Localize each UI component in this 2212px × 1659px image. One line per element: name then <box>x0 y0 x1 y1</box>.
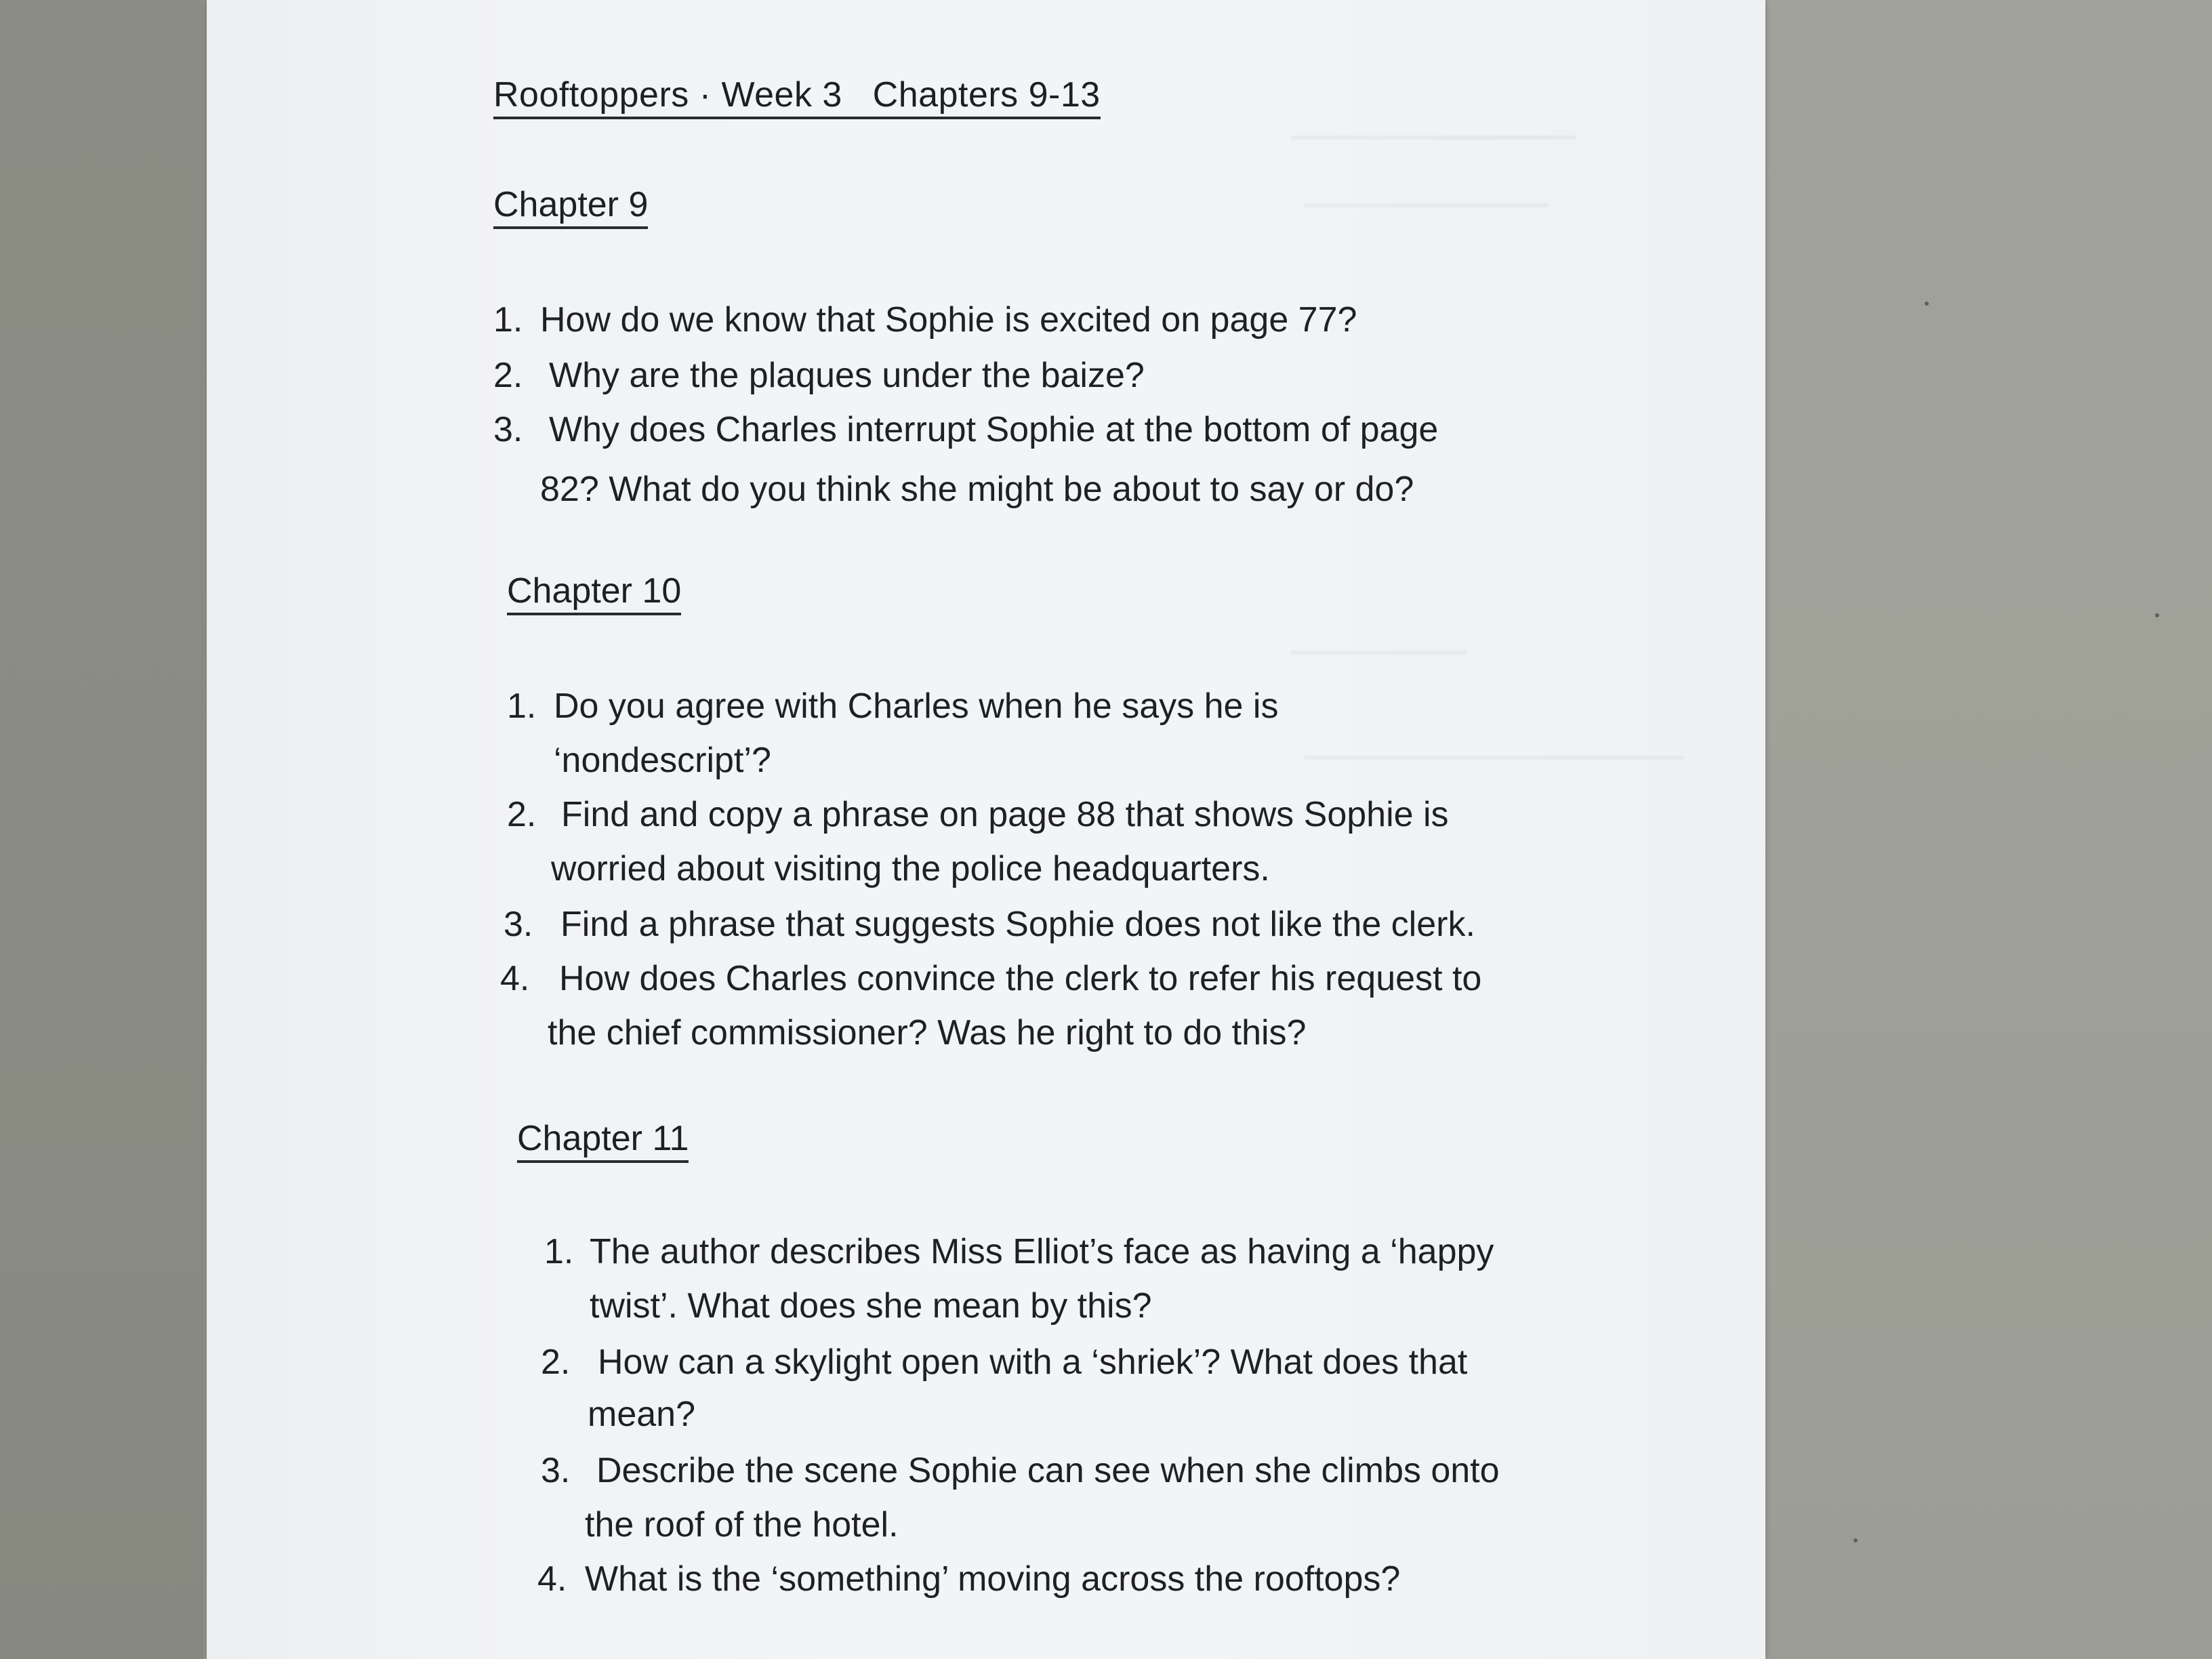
question-text-line: the roof of the hotel. <box>585 1505 899 1544</box>
question-text-line: What is the ‘something’ moving across the rooftops? <box>585 1559 1401 1599</box>
question-number: 3. <box>541 1451 571 1490</box>
bleed-through-mark <box>1291 651 1467 679</box>
chapter-heading: Chapter 9 <box>493 183 648 229</box>
bleed-through-mark <box>1305 203 1549 232</box>
question-text-line: Why are the plaques under the baize? <box>549 356 1145 395</box>
bleed-through-mark <box>1305 756 1684 784</box>
question-text-line: How can a skylight open with a ‘shriek’? What does that <box>598 1343 1468 1382</box>
question-number: 2. <box>493 356 523 395</box>
question-number: 2. <box>507 795 537 834</box>
question-text-line: worried about visiting the police headquarters. <box>551 849 1270 888</box>
question-number: 4. <box>500 959 530 998</box>
question-text-line: ‘nondescript’? <box>554 741 771 780</box>
question-text-line: mean? <box>588 1395 695 1434</box>
question-text-line: How does Charles convince the clerk to refer his request to <box>559 959 1482 998</box>
question-text-line: twist’. What does she mean by this? <box>590 1286 1152 1326</box>
chapter-heading: Chapter 11 <box>517 1117 689 1163</box>
chapter-heading: Chapter 10 <box>507 569 681 615</box>
question-text-line: Describe the scene Sophie can see when she climbs onto <box>596 1451 1500 1490</box>
question-text-line: Find a phrase that suggests Sophie does not like the clerk. <box>560 905 1475 944</box>
desk-surface-left <box>0 0 203 1659</box>
desk-surface-right <box>1762 0 2212 1659</box>
question-number: 1. <box>493 300 523 340</box>
bleed-through-mark <box>1291 136 1576 164</box>
question-text-line: How do we know that Sophie is excited on page 77? <box>540 300 1357 340</box>
worksheet-title: Rooftoppers · Week 3 Chapters 9-13 <box>493 73 1101 119</box>
question-number: 2. <box>541 1343 571 1382</box>
question-number: 3. <box>504 905 533 944</box>
desk-speck <box>1853 1538 1858 1542</box>
question-number: 3. <box>493 410 523 449</box>
question-text-line: the chief commissioner? Was he right to do this? <box>548 1013 1307 1052</box>
question-number: 4. <box>537 1559 567 1599</box>
desk-speck <box>2155 613 2159 617</box>
desk-speck <box>1925 302 1929 306</box>
question-text-line: The author describes Miss Elliot’s face as having a ‘happy <box>590 1232 1494 1271</box>
question-text-line: Find and copy a phrase on page 88 that shows Sophie is <box>561 795 1449 834</box>
question-text-line: 82? What do you think she might be about to say or do? <box>540 470 1414 509</box>
question-number: 1. <box>507 687 537 726</box>
question-text-line: Do you agree with Charles when he says he is <box>554 687 1279 726</box>
question-number: 1. <box>544 1232 574 1271</box>
question-text-line: Why does Charles interrupt Sophie at the bottom of page <box>549 410 1439 449</box>
